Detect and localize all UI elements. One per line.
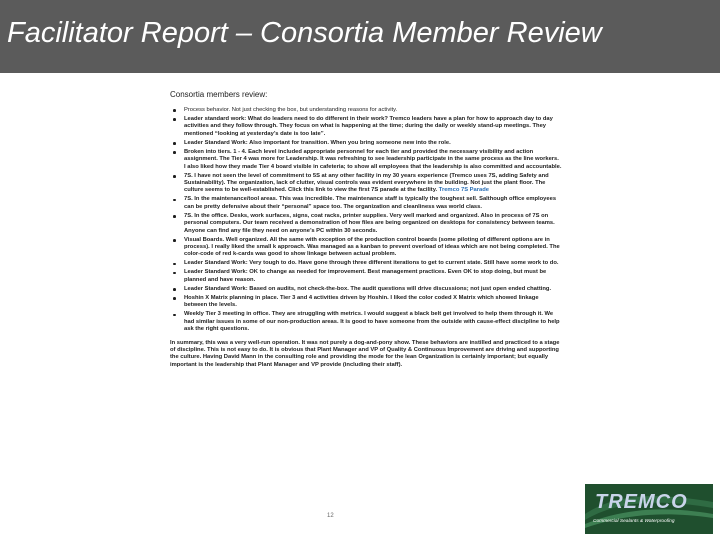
bullet-text: Process behavior. Not just checking the box, but understanding reasons for activity. (184, 107, 398, 113)
tremco-logo (585, 484, 713, 534)
list-item (184, 295, 562, 310)
document-heading: Consortia members review: (170, 90, 268, 99)
page-number: 12 (327, 513, 334, 519)
tremco-7s-parade-link[interactable]: Tremco 7S Parade (438, 187, 490, 194)
list-item (184, 286, 562, 293)
report-document (170, 90, 562, 369)
title-bar (0, 0, 720, 73)
slide-title: Facilitator Report – Consortia Member Review (7, 17, 602, 49)
list-item (184, 269, 562, 284)
list-item (184, 116, 562, 138)
bullet-text: 7S. I have not seen the level of commitment to 5S at any other facility in my 30 years experience (Tremco uses 7S, adding Safety and Sustainability). The organization, lack of clutter, visual controls was evident everywhere in the building. Not just the plant floor. The culture seems to be well-established. Click this link to view the first 7S parade at the facility. (184, 172, 549, 194)
bullet-text: Hoshin X Matrix planning in place. Tier 3 and 4 activities driven by Hoshin. I liked the color coded X Matrix which showed linkage between the levels. (184, 294, 539, 309)
bullet-list (170, 107, 562, 334)
logo-wordmark: TREMCO (595, 491, 688, 513)
bullet-text: Leader Standard Work: Also important for transition. When you bring someone new into the role. (184, 139, 451, 146)
list-item (184, 140, 562, 147)
bullet-text: Visual Boards. Well organized. All the same with exception of the production control boards (some piloting of different options are in process). I really liked the small k approach. Was managed as a kanban to prevent overload of ideas which are not being completed. The color-code of red k-cards was good to show linkage between actual problem. (184, 236, 560, 258)
list-item (184, 107, 562, 114)
list-item (184, 149, 562, 171)
list-item (184, 196, 562, 211)
summary-paragraph: In summary, this was a very well-run operation. It was not purely a dog-and-pony show. These behaviors are instilled and practiced to a stage of discipline. This is not easy to do. It is obvious that Plant Manager and VP of Quality & Continuous Improvement are driving and supporting the culture. Having David Mann in the consulting role and providing the mode for the lean Organization is certainly important; but equally important is the leadership that Plant Manager and VP provide (including their staff). (170, 339, 560, 368)
bullet-text: Weekly Tier 3 meeting in office. They are struggling with metrics. I would suggest a black belt get involved to help them through it. We had similar issues in some of our non-production areas. It is good to have someone from the outside with cause-effect discipline to help ask the right questions. (184, 311, 560, 333)
list-item (184, 173, 562, 195)
bullet-text: Leader Standard Work: Very tough to do. Have gone through three different iterations to get to current state. Still have some work to do. (184, 260, 559, 267)
logo-tagline: Commercial Sealants & Waterproofing (593, 519, 675, 524)
list-item (184, 213, 562, 235)
bullet-text: Broken into tiers. 1 - 4. Each level included appropriate personnel for each tier and provided the necessary visibility and action assignment. The Tier 4 was more for Leadership. It was refreshing to see leadership participate in the same process as the line workers. I also liked how they made Tier 4 board visible in cafeteria; to show all employees that the leadership is also committed and accountable. (184, 148, 562, 170)
bullet-text: Leader Standard Work: Based on audits, not check-the-box. The audit questions will drive discussions; not just open ended chatting. (184, 285, 552, 292)
bullet-text: Leader Standard Work: OK to change as needed for improvement. Best management practices. Even OK to stop doing, but must be planned and have reason. (184, 269, 547, 283)
list-item (184, 311, 562, 333)
list-item (184, 260, 562, 267)
bullet-text: Leader standard work: What do leaders need to do different in their work? Tremco leaders have a plan for how to approach day to day activities and they follow through. They focus on what is happening at the time; during the daily or weekly stand-up meetings. They mentioned “looking at yesterday’s date is too late”. (184, 116, 553, 137)
bullet-text: 7S. In the maintenance/tool areas. This was incredible. The maintenance staff is typically the toughest sell. Salthough office employees can be pretty defensive about their “personal” space too. The organization and cleanliness was world class. (184, 196, 557, 210)
list-item (184, 237, 562, 259)
bullet-text: 7S. In the office. Desks, work surfaces, signs, coat racks, printer supplies. Very well marked and organized. Also in process of 7S on personal computers. Our team received a demonstration of how files are being organized on desktops for consistency between teams. Anyone can find any file they need on anyone’s PC within 30 seconds. (184, 212, 555, 234)
